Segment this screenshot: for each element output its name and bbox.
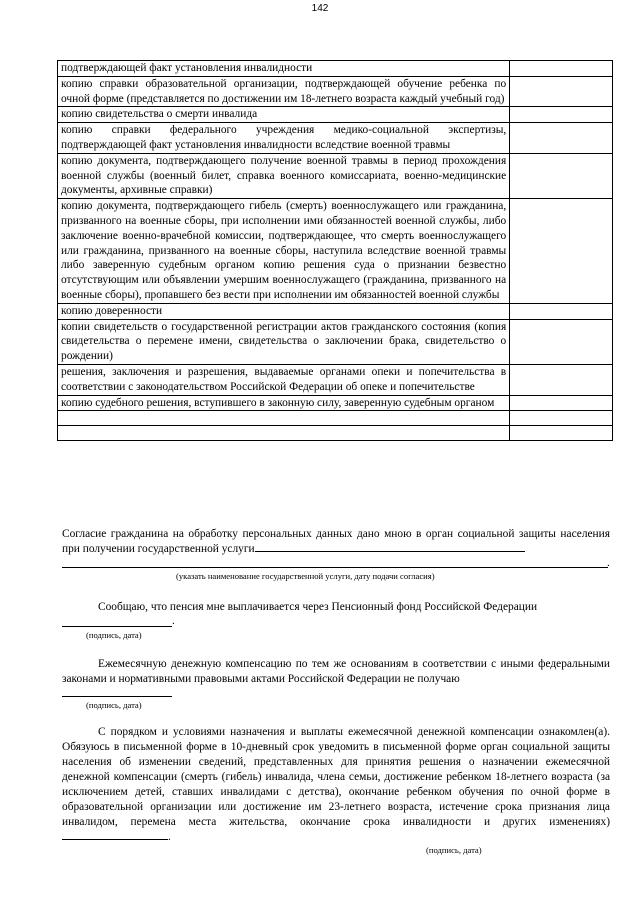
table-row [58, 364, 613, 395]
table-row [58, 107, 613, 123]
document-name-cell: подтверждающей факт установления инвалидности [58, 61, 510, 77]
document-name-cell: копии свидетельств о государственной регистрации актов гражданского состояния (копия свидетельства о перемене имени, свидетельства о заключении брака, свидетельство о рождении) [58, 319, 510, 364]
table-row [58, 395, 613, 411]
document-mark-cell[interactable] [510, 123, 613, 154]
compensation-paragraph: Ежемесячную денежную компенсацию по тем же основаниям в соответствии с иными федеральными законами и нормативными правовыми актами Российской Федерации не получаю [62, 658, 610, 685]
document-name-cell: копию справки федерального учреждения медико-социальной экспертизы, подтверждающей факт установления инвалидности вследствие военной травмы [58, 123, 510, 154]
document-name-cell [58, 426, 510, 441]
document-name-cell: копию документа, подтверждающего гибель (смерть) военнослужащего или гражданина, призванного на военные сборы, при исполнении ими обязанностей военной службы, либо заключение военно-врачебной комиссии, подтверждающее, что смерть военнослужащего или гражданина, призванного на военные сборы, наступила вследствие военной травмы либо заверенную судебным органом копию решения суда о признании безвестно отсутствующим или объявлении умершим военнослужащего (гражданина, призванного на военные сборы), пропавшего без вести при исполнении им обязанностей военной службы [58, 199, 510, 304]
document-mark-cell[interactable] [510, 107, 613, 123]
consent-paragraph [62, 527, 610, 557]
consent-service-line-2[interactable] [62, 567, 608, 568]
document-name-cell: копию судебного решения, вступившего в законную силу, заверенную судебным органом [58, 395, 510, 411]
document-mark-cell[interactable] [510, 319, 613, 364]
notice-signature-caption: (подпись, дата) [426, 845, 482, 855]
document-mark-cell[interactable] [510, 76, 613, 107]
consent-text: Согласие гражданина на обработку персональных данных дано мною в орган социальной защиты населения при получении государственной услуги [62, 528, 610, 555]
table-row [58, 426, 613, 441]
table-row [58, 123, 613, 154]
document-mark-cell[interactable] [510, 364, 613, 395]
document-mark-cell[interactable] [510, 411, 613, 426]
table-row [58, 153, 613, 198]
document-mark-cell[interactable] [510, 303, 613, 319]
document-name-cell: копию документа, подтверждающего получение военной травмы в период прохождения военной службы (военный билет, справка военного комиссариата, военно-медицинские документы, архивные справки) [58, 153, 510, 198]
notice-signature-line[interactable] [62, 839, 168, 840]
consent-caption: (указать наименование государственной услуги, дату подачи согласия) [176, 571, 435, 581]
pension-end-dot: . [172, 615, 175, 627]
document-mark-cell[interactable] [510, 153, 613, 198]
document-mark-cell[interactable] [510, 395, 613, 411]
document-name-cell: копию свидетельства о смерти инвалида [58, 107, 510, 123]
table-row [58, 199, 613, 304]
consent-end-dot: . [607, 557, 610, 569]
page-number: 142 [311, 3, 329, 14]
consent-service-line[interactable] [255, 551, 525, 552]
pension-signature-line[interactable] [62, 626, 172, 627]
document-mark-cell[interactable] [510, 426, 613, 441]
pension-paragraph: Сообщаю, что пенсия мне выплачивается через Пенсионный фонд Российской Федерации [98, 601, 538, 613]
notice-paragraph: С порядком и условиями назначения и выплаты ежемесячной денежной компенсации ознакомлен(а). Обязуюсь в письменной форме в 10-дневный срок уведомить в письменной форме орган социальной защиты населения об изменении сведений, представленных для принятия решения о назначении ежемесячной денежной компенсации (смерть (гибель) инвалида, члена семьи, достижение ребенком 18-летнего возраста (за исключением детей, ставших инвалидами с детства), окончание ребенком обучения по очной форме в образовательной организации или достижение им 23-летнего возраста, истечение срока признания лица инвалидом, перемена места жительства, окончание срока инвалидности и других изменениях) . [62, 726, 610, 843]
document-mark-cell[interactable] [510, 199, 613, 304]
document-name-cell [58, 411, 510, 426]
notice-text: С порядком и условиями назначения и выплаты ежемесячной денежной компенсации ознакомлен(а). Обязуюсь в письменной форме в 10-дневный срок уведомить в письменной форме орган социальной защиты населения об изменении сведений, представленных для принятия решения о назначении ежемесячной денежной компенсации (смерть (гибель) инвалида, члена семьи, достижение ребенком 18-летнего возраста (за исключением детей, ставших инвалидами с детства), окончание ребенком обучения по очной форме в образовательной организации или достижение им 23-летнего возраста, истечение срока признания лица инвалидом, перемена места жительства, окончание срока инвалидности и других изменениях) [62, 726, 610, 828]
pension-signature-caption: (подпись, дата) [86, 630, 142, 640]
compensation-signature-line[interactable] [62, 696, 172, 697]
document-name-cell: копию справки образовательной организации, подтверждающей обучение ребенка по очной форме (представляется по достижении им 18-летнего возраста каждый учебный год) [58, 76, 510, 107]
document-mark-cell[interactable] [510, 61, 613, 77]
table-row [58, 411, 613, 426]
table-row [58, 61, 613, 77]
table-row [58, 319, 613, 364]
document-name-cell: решения, заключения и разрешения, выдаваемые органами опеки и попечительства в соответствии с законодательством Российской Федерации об опеке и попечительстве [58, 364, 510, 395]
documents-table [57, 60, 613, 441]
document-name-cell: копию доверенности [58, 303, 510, 319]
table-row [58, 303, 613, 319]
compensation-signature-caption: (подпись, дата) [86, 700, 142, 710]
table-row [58, 76, 613, 107]
